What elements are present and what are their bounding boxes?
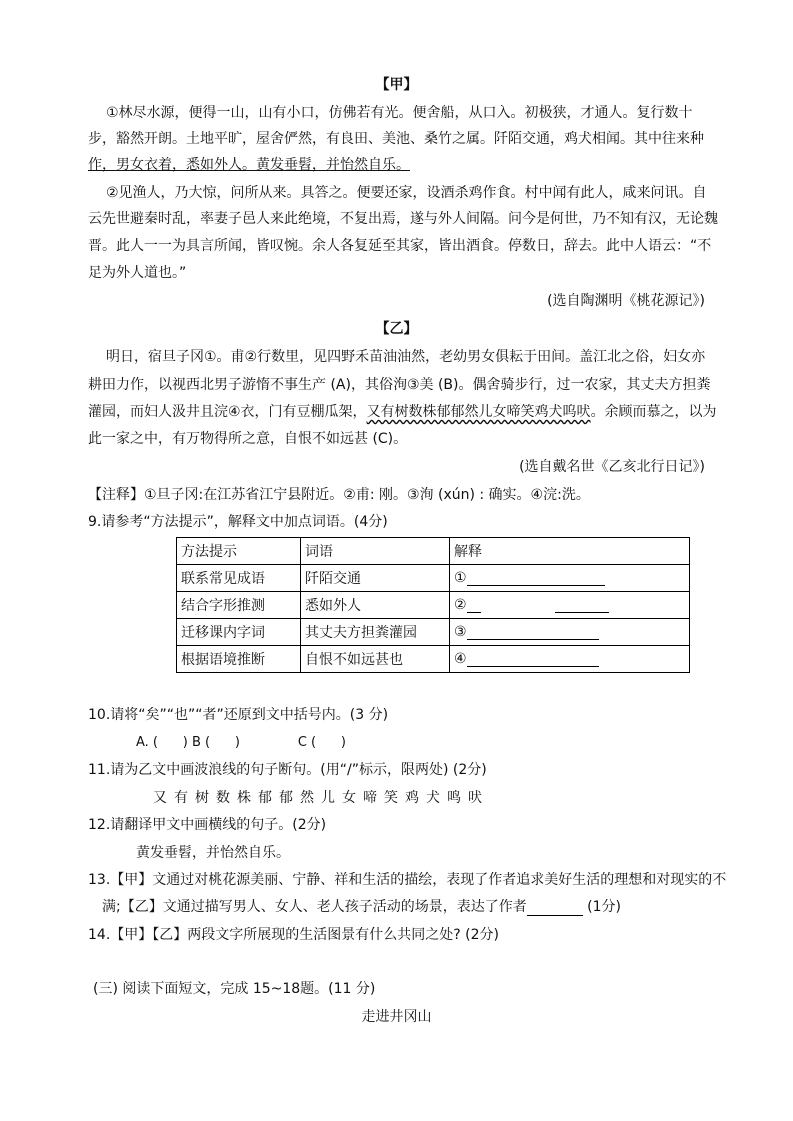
header-explain: 解释 [450,538,690,565]
row-method: 迁移课内字词 [177,619,301,646]
question-12: 12.请翻译甲文中画横线的句子。(2分) [88,817,327,833]
answer-cell[interactable] [450,592,690,619]
answer-cell[interactable] [450,646,690,673]
jia-line-7: 足为外人道也。” [88,265,187,281]
yi-source: (选自戴名世《乙亥北行日记》) [519,459,705,475]
section-3-title: 走进井冈山 [361,1009,432,1025]
jia-line-5: 云先世避秦时乱，率妻子邑人来此绝境，不复出焉，遂与外人间隔。问今是何世，乃不知有汉，无论魏 [88,211,718,227]
question-13-line-1: 13.【甲】文通过对桃花源美丽、宁静、祥和生活的描绘，表现了作者追求美好生活的理想和对现实的不 [88,872,727,888]
jia-line-3 [88,156,410,174]
header-word: 词语 [301,538,450,565]
yi-line-3-tail: 。余顾而慕之，以为 [590,404,717,420]
row-num: ① [454,570,467,586]
jia-source: (选自陶渊明《桃花源记》) [547,293,705,309]
yi-line-1: 明日，宿旦子冈①。甫②行数里，见四野禾苗油油然，老幼男女俱耘于田间。盖江北之俗，妇女亦 [106,349,706,365]
table-row [177,646,690,673]
method-table [176,537,690,673]
yi-line-4: 此一家之中，有万物得所之意，自恨不如远甚 (C)。 [88,431,408,447]
row-word: 自恨不如远甚也 [301,646,450,673]
jia-line-2: 步，豁然开朗。土地平旷，屋舍俨然，有良田、美池、桑竹之属。阡陌交通，鸡犬相闻。其中往来种 [88,131,704,147]
row-method: 根据语境推断 [177,646,301,673]
row-num: ③ [454,624,467,640]
yi-line-2: 耕田力作，以视西北男子游惰不事生产 (A)，其俗洵③美 (B)。偶舍骑步行，过一农家，其丈夫方担粪 [88,377,711,393]
row-word: 其丈夫方担粪灌园 [301,619,450,646]
yi-line-3-text: 灌园，而妇人汲井且浣④衣，门有豆棚瓜架，又有树数株郁郁然儿女啼笑鸡犬呜吠 [88,404,591,420]
jia-line-6: 晋。此人一一为具言所闻，皆叹惋。余人各复延至其家，皆出酒食。停数日，辞去。此中人语云：“不 [88,238,712,254]
header-method: 方法提示 [177,538,301,565]
question-14: 14.【甲】【乙】两段文字所展现的生活图景有什么共同之处? (2分) [88,927,499,943]
table-header-row [177,538,690,565]
row-num: ② [454,597,467,613]
yi-line-3 [88,403,717,421]
section-3-instructions: (三) 阅读下面短文，完成 15~18题。(11 分) [93,981,376,997]
question-9: 9.请参考“方法提示”，解释文中加点词语。(4分) [88,514,388,530]
underlined-sentence: 作，男女衣着，悉如外人。黄发垂髫，并怡然自乐。 [88,157,410,173]
answer-blank[interactable] [467,571,605,586]
jia-line-1: ①林尽水源，便得一山，山有小口，仿佛若有光。便舍船，从口入。初极狭，才通人。复行数十 [106,105,693,121]
answer-blank[interactable] [555,598,609,613]
question-13-text: 满;【乙】文通过描写男人、女人、老人孩子活动的场景，表达了作者 [102,899,527,915]
answer-cell[interactable] [450,565,690,592]
answer-blank[interactable] [467,598,481,613]
section-yi-title: 【乙】 [375,321,418,337]
annotation-note: 【注释】①旦子冈:在江苏省江宁县附近。②甫: 刚。③洵 (xún) : 确实。④浣:洗。 [88,487,590,503]
row-num: ④ [454,651,467,667]
answer-blank[interactable] [467,625,599,640]
answer-blank[interactable] [467,652,599,667]
section-jia-title: 【甲】 [375,77,418,93]
row-method: 结合字形推测 [177,592,301,619]
jia-line-4: ②见渔人，乃大惊，问所从来。具答之。便要还家，设酒杀鸡作食。村中闻有此人，咸来问讯。自 [106,185,707,201]
question-11-sentence: 又有树数株郁郁然儿女啼笑鸡犬鸣吠 [153,790,489,806]
answer-blank[interactable] [527,901,583,916]
question-11: 11.请为乙文中画波浪线的句子断句。(用“/”标示，限两处) (2分) [88,762,487,778]
table-row [177,619,690,646]
row-word: 阡陌交通 [301,565,450,592]
question-10-answers[interactable]: A. ( ) B ( ) C ( ) [136,735,346,750]
question-13-line-2 [102,898,621,916]
question-12-sentence: 黄发垂髫，并怡然自乐。 [136,845,290,861]
answer-cell[interactable] [450,619,690,646]
question-13-points: (1分) [582,899,621,915]
wavy-underlined-sentence: 又有树数株郁郁然儿女啼笑鸡犬呜吠 [366,404,591,420]
row-word: 悉如外人 [301,592,450,619]
table-row [177,592,690,619]
table-row [177,565,690,592]
row-method: 联系常见成语 [177,565,301,592]
question-10: 10.请将“矣”“也”“者”还原到文中括号内。(3 分) [88,707,389,723]
